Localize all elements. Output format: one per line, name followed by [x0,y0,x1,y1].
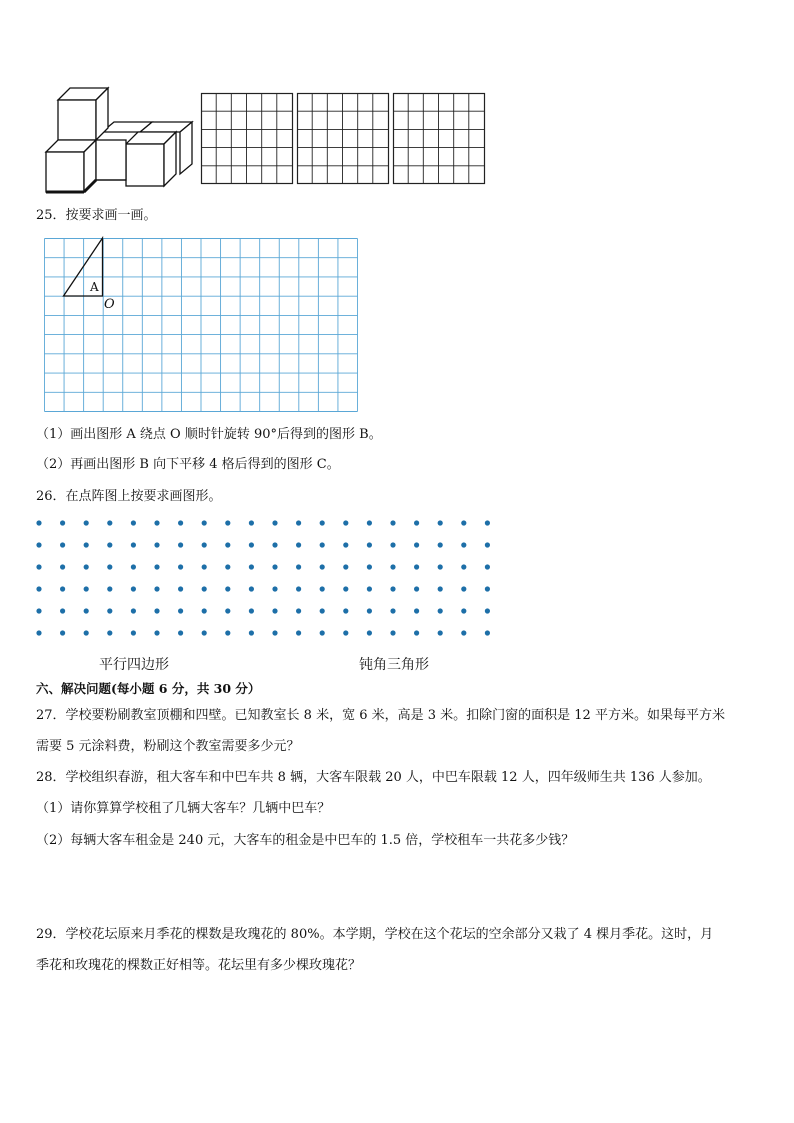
lattice-dot[interactable] [414,542,419,547]
lattice-dot[interactable] [178,608,183,613]
q27-line2: 需要 5 元涂料费，粉刷这个教室需要多少元？ [36,739,300,754]
lattice-dot[interactable] [225,520,230,525]
lattice-dot[interactable] [414,608,419,613]
lattice-dot[interactable] [178,542,183,547]
lattice-dot[interactable] [320,564,325,569]
dot-lattice[interactable] [36,519,516,639]
lattice-dot[interactable] [438,630,443,635]
lattice-dot[interactable] [36,564,41,569]
lattice-dot[interactable] [461,564,466,569]
lattice-dot[interactable] [225,586,230,591]
lattice-dot[interactable] [225,608,230,613]
lattice-dot[interactable] [84,564,89,569]
lattice-dot[interactable] [296,630,301,635]
shape-a-label: A [90,280,99,294]
lattice-dot[interactable] [154,542,159,547]
lattice-dot[interactable] [249,520,254,525]
lattice-dot[interactable] [131,630,136,635]
lattice-dot[interactable] [131,586,136,591]
lattice-dot[interactable] [390,608,395,613]
section-6-heading: 六、解决问题(每小题 6 分，共 30 分） [36,681,261,696]
lattice-dot[interactable] [485,608,490,613]
rotation-grid[interactable] [44,238,358,412]
lattice-dot[interactable] [367,520,372,525]
lattice-dot[interactable] [131,608,136,613]
lattice-dot[interactable] [178,564,183,569]
lattice-dot[interactable] [84,586,89,591]
lattice-dot[interactable] [367,586,372,591]
q29-line2: 季花和玫瑰花的棵数正好相等。花坛里有多少棵玫瑰花？ [36,958,362,973]
lattice-dot[interactable] [390,586,395,591]
lattice-dot[interactable] [438,586,443,591]
lattice-dot[interactable] [60,542,65,547]
lattice-dot[interactable] [461,586,466,591]
q26-title: 26．在点阵图上按要求画图形。 [36,489,222,504]
lattice-dot[interactable] [154,630,159,635]
lattice-dot[interactable] [272,630,277,635]
lattice-dot[interactable] [485,630,490,635]
lattice-dot[interactable] [296,564,301,569]
cube-figure [40,84,200,196]
lattice-dot[interactable] [131,542,136,547]
lattice-dot[interactable] [461,542,466,547]
lattice-dot[interactable] [343,542,348,547]
lattice-dot[interactable] [414,586,419,591]
point-o-label: O [104,297,115,312]
lattice-dot[interactable] [485,564,490,569]
lattice-dot[interactable] [202,564,207,569]
lattice-dot[interactable] [202,542,207,547]
lattice-dot[interactable] [320,630,325,635]
lattice-dot[interactable] [178,520,183,525]
lattice-dot[interactable] [320,608,325,613]
lattice-dot[interactable] [367,542,372,547]
lattice-dot[interactable] [343,564,348,569]
lattice-dot[interactable] [249,542,254,547]
lattice-dot[interactable] [414,630,419,635]
lattice-dot[interactable] [320,520,325,525]
lattice-dot[interactable] [60,564,65,569]
lattice-dot[interactable] [485,542,490,547]
lattice-dot[interactable] [225,564,230,569]
lattice-dot[interactable] [107,564,112,569]
lattice-dot[interactable] [390,630,395,635]
q25-sub1: （1）画出图形 A 绕点 O 顺时针旋转 90°后得到的图形 B。 [36,427,382,442]
lattice-dot[interactable] [249,564,254,569]
lattice-dot[interactable] [202,520,207,525]
lattice-dot[interactable] [154,586,159,591]
lattice-dot[interactable] [296,608,301,613]
lattice-dot[interactable] [225,542,230,547]
lattice-dot[interactable] [390,564,395,569]
lattice-dot[interactable] [272,564,277,569]
lattice-dot[interactable] [178,630,183,635]
lattice-dot[interactable] [60,520,65,525]
lattice-dot[interactable] [249,586,254,591]
lattice-dot[interactable] [131,520,136,525]
lattice-dot[interactable] [60,630,65,635]
lattice-dot[interactable] [60,608,65,613]
lattice-dot[interactable] [154,608,159,613]
lattice-dot[interactable] [296,586,301,591]
lattice-dot[interactable] [107,608,112,613]
lattice-dot[interactable] [367,630,372,635]
lattice-dot[interactable] [343,630,348,635]
q25-title: 25．按要求画一画。 [36,208,157,223]
lattice-dot[interactable] [154,520,159,525]
lattice-dot[interactable] [272,586,277,591]
lattice-dot[interactable] [154,564,159,569]
q28-sub1: （1）请你算算学校租了几辆大客车？几辆中巴车？ [36,801,331,816]
q28-line1: 28．学校组织春游，租大客车和中巴车共 8 辆，大客车限载 20 人，中巴车限载 12 人，四年级师生共 136 人参加。 [36,770,711,785]
lattice-dot[interactable] [272,608,277,613]
lattice-dot[interactable] [320,542,325,547]
lattice-dot[interactable] [36,608,41,613]
view-grid-3[interactable] [393,93,485,184]
lattice-dot[interactable] [296,542,301,547]
lattice-dot[interactable] [438,520,443,525]
lattice-dot[interactable] [343,586,348,591]
lattice-dot[interactable] [107,630,112,635]
lattice-dot[interactable] [202,586,207,591]
lattice-dot[interactable] [178,586,183,591]
view-grid-2[interactable] [297,93,389,184]
lattice-dot[interactable] [60,586,65,591]
lattice-dot[interactable] [107,520,112,525]
lattice-dot[interactable] [249,630,254,635]
q28-sub2: （2）每辆大客车租金是 240 元，大客车的租金是中巴车的 1.5 倍，学校租车一共花多少钱？ [36,833,575,848]
lattice-dot[interactable] [343,520,348,525]
lattice-dot[interactable] [320,586,325,591]
lattice-dot[interactable] [107,542,112,547]
lattice-dot[interactable] [202,608,207,613]
q27-line1: 27．学校要粉刷教室顶棚和四壁。已知教室长 8 米，宽 6 米，高是 3 米。扣除门窗的面积是 12 平方米。如果每平方米 [36,708,725,723]
lattice-dot[interactable] [461,520,466,525]
lattice-dot[interactable] [414,564,419,569]
lattice-dot[interactable] [343,608,348,613]
q29-line1: 29．学校花坛原来月季花的棵数是玫瑰花的 80%。本学期，学校在这个花坛的空余部分又栽了 4 棵月季花。这时，月 [36,927,714,942]
lattice-dot[interactable] [84,608,89,613]
lattice-dot[interactable] [225,630,230,635]
lattice-dot[interactable] [36,586,41,591]
lattice-dot[interactable] [131,564,136,569]
lattice-dot[interactable] [485,586,490,591]
lattice-dot[interactable] [461,608,466,613]
lattice-dot[interactable] [367,608,372,613]
parallelogram-label: 平行四边形 [99,657,169,673]
obtuse-triangle-label: 钝角三角形 [359,657,429,673]
lattice-dot[interactable] [438,542,443,547]
lattice-dot[interactable] [36,630,41,635]
lattice-dot[interactable] [84,630,89,635]
lattice-dot[interactable] [296,520,301,525]
lattice-dot[interactable] [36,542,41,547]
lattice-dot[interactable] [84,542,89,547]
lattice-dot[interactable] [367,564,372,569]
lattice-dot[interactable] [84,520,89,525]
lattice-dot[interactable] [249,608,254,613]
lattice-dot[interactable] [107,586,112,591]
lattice-dot[interactable] [202,630,207,635]
lattice-dot[interactable] [438,564,443,569]
lattice-dot[interactable] [485,520,490,525]
lattice-dot[interactable] [272,520,277,525]
lattice-dot[interactable] [461,630,466,635]
lattice-dot[interactable] [272,542,277,547]
lattice-dot[interactable] [438,608,443,613]
lattice-dot[interactable] [36,520,41,525]
q25-sub2: （2）再画出图形 B 向下平移 4 格后得到的图形 C。 [36,457,340,472]
lattice-dot[interactable] [390,520,395,525]
lattice-dot[interactable] [414,520,419,525]
view-grid-1[interactable] [201,93,293,184]
lattice-dot[interactable] [390,542,395,547]
